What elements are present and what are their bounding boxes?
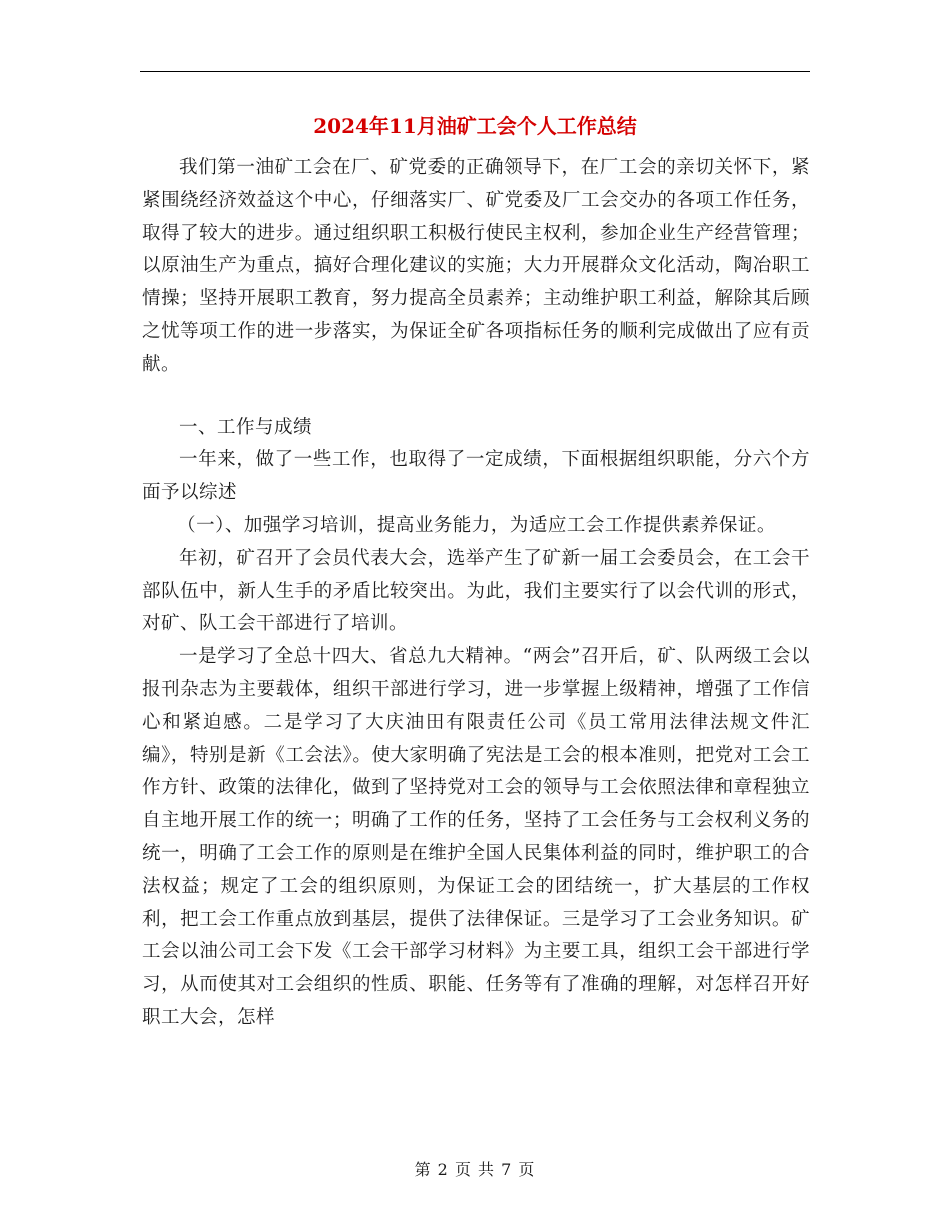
subsection-heading: （一）、加强学习培训，提高业务能力，为适应工会工作提供素养保证。 [177, 514, 776, 536]
document-title: 2024年11月油矿工会个人工作总结 [313, 114, 637, 138]
header-rule [140, 71, 810, 72]
section-heading: 一、工作与成绩 [179, 416, 313, 438]
document-body [142, 152, 810, 1035]
training-paragraph: 年初，矿召开了会员代表大会，选举产生了矿新一届工会委员会，在工会干部队伍中，新人生手的矛盾比较突出。为此，我们主要实行了以会代训的形式，对矿、队工会干部进行了培训。 [142, 547, 810, 635]
intro-paragraph: 我们第一油矿工会在厂、矿党委的正确领导下，在厂工会的亲切关怀下，紧紧围绕经济效益这个中心，仔细落实厂、矿党委及厂工会交办的各项工作任务，取得了较大的进步。通过组织职工积极行使民主权利，参加企业生产经营管理；以原油生产为重点，搞好合理化建议的实施；大力开展群众文化活动，陶冶职工情操；坚持开展职工教育，努力提高全员素养；主动维护职工利益，解除其后顾之忧等项工作的进一步落实，为保证全矿各项指标任务的顺利完成做出了应有贡献。 [142, 157, 810, 375]
study-paragraph: 一是学习了全总十四大、省总九大精神。“两会”召开后，矿、队两级工会以报刊杂志为主要载体，组织干部进行学习，进一步掌握上级精神，增强了工作信心和紧迫感。二是学习了大庆油田有限责任公司《员工常用法律法规文件汇编》，特别是新《工会法》。使大家明确了宪法是工会的根本准则，把党对工会工作方针、政策的法律化，做到了坚持党对工会的领导与工会依照法律和章程独立自主地开展工作的统一；明确了工作的任务，坚持了工会任务与工会权利义务的统一，明确了工会工作的原则是在维护全国人民集体利益的同时，维护职工的合法权益；规定了工会的组织原则，为保证工会的团结统一，扩大基层的工作权利，把工会工作重点放到基层，提供了法律保证。三是学习了工会业务知识。矿工会以油公司工会下发《工会干部学习材料》为主要工具，组织工会干部进行学习，从而使其对工会组织的性质、职能、任务等有了准确的理解，对怎样召开好职工大会，怎样 [142, 646, 810, 1028]
overview-paragraph: 一年来，做了一些工作，也取得了一定成绩，下面根据组织职能，分六个方面予以综述 [142, 449, 810, 504]
page-number: 第 2 页 共 7 页 [414, 1160, 536, 1179]
